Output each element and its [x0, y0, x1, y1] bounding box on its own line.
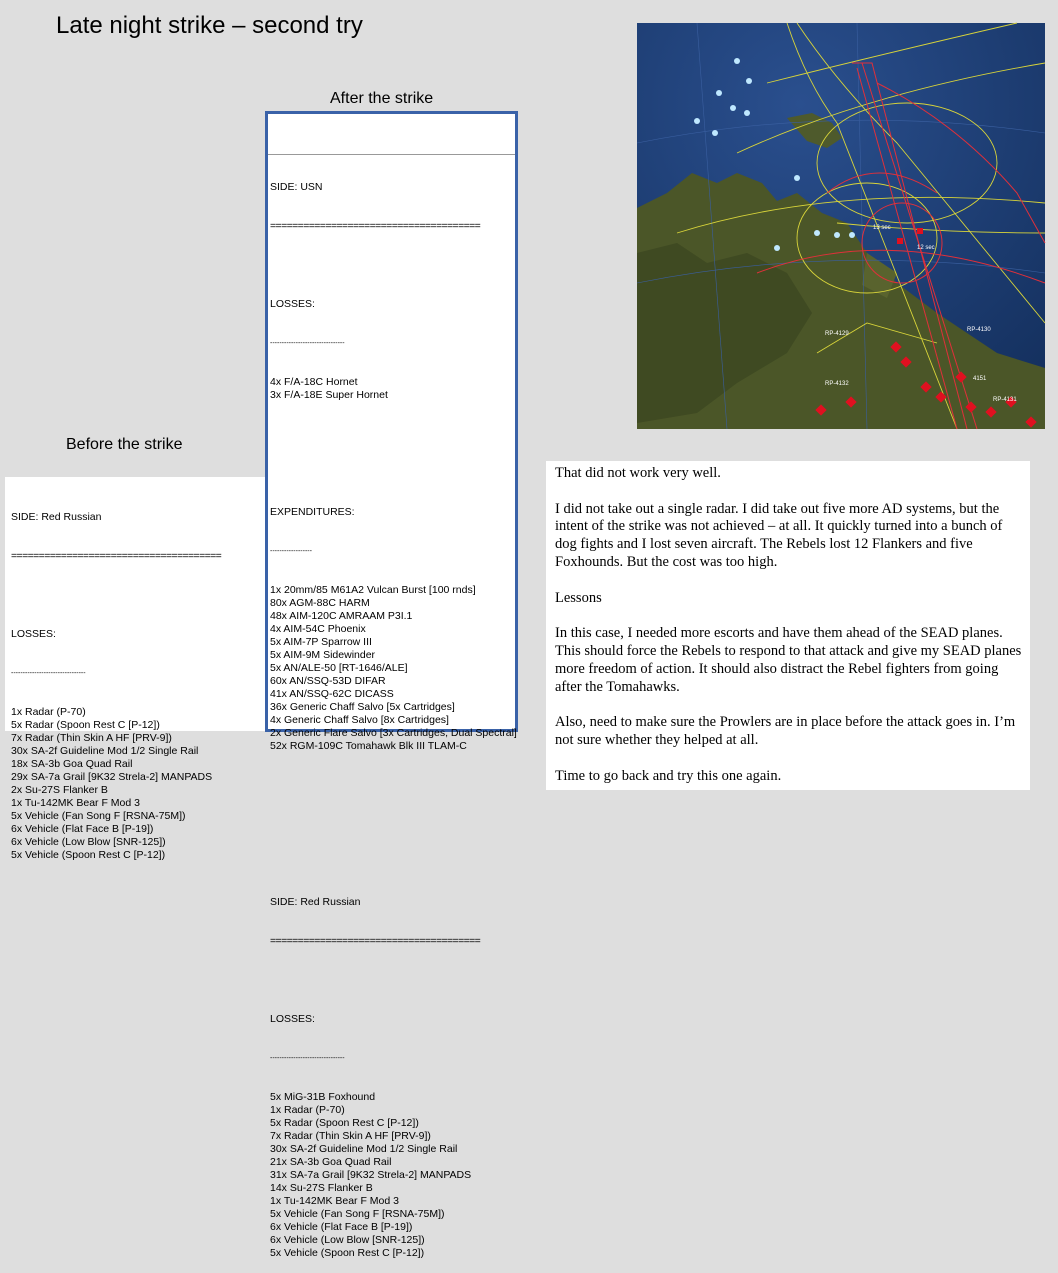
usn-expenditure-list — [270, 584, 515, 753]
after-strike-log[interactable] — [265, 111, 518, 1259]
log-dash: -------------------------------- — [11, 670, 86, 677]
usn-exp-dash: ------------------ — [270, 548, 312, 555]
red-losses-header: LOSSES: — [270, 1013, 315, 1025]
tactical-map[interactable] — [637, 23, 1045, 429]
expenditure-entry: 60x AN/SSQ-53D DIFAR — [270, 675, 386, 687]
note-paragraph: Also, need to make sure the Prowlers are in place before the attack goes in. I’m not sure whether they helped at all. — [555, 714, 1016, 748]
before-strike-caption: Before the strike — [66, 436, 183, 453]
loss-entry: 3x F/A-18E Super Hornet — [270, 389, 388, 401]
expenditure-entry: 5x AIM-7P Sparrow III — [270, 636, 372, 648]
usn-separator: ====================================== — [270, 220, 481, 232]
map-label: RP-4131 — [993, 397, 1017, 403]
map-label: RP-4130 — [967, 327, 991, 333]
loss-entry: 5x Vehicle (Fan Song F [RSNA-75M]) — [270, 1208, 445, 1220]
loss-entry: 31x SA-7a Grail [9K32 Strela-2] MANPADS — [270, 1169, 472, 1181]
expenditure-entry: 48x AIM-120C AMRAAM P3I.1 — [270, 610, 413, 622]
expenditure-entry: 36x Generic Chaff Salvo [5x Cartridges] — [270, 701, 455, 713]
usn-expenditures-header: EXPENDITURES: — [270, 506, 355, 518]
loss-entry: 29x SA-7a Grail [9K32 Strela-2] MANPADS — [11, 771, 213, 783]
before-strike-log — [5, 477, 267, 861]
note-paragraph: I did not take out a single radar. I did take out five more AD systems, but the intent of the strike was not achieved – at all. It quickly turned into a bunch of dog fights and I lost seven aircraft. The Rebels lost 12 Flankers and five Foxhounds. But the cost was too high. — [555, 500, 1003, 570]
loss-entry: 5x Vehicle (Spoon Rest C [P-12]) — [270, 1247, 425, 1259]
red-side: SIDE: Red Russian — [270, 896, 361, 908]
loss-entry: 2x Su-27S Flanker B — [11, 784, 108, 796]
note-paragraph: Lessons — [555, 589, 602, 606]
log-side: SIDE: Red Russian — [11, 511, 102, 523]
loss-entry: 6x Vehicle (Flat Face B [P-19]) — [11, 823, 154, 835]
loss-entry: 5x Radar (Spoon Rest C [P-12]) — [11, 719, 160, 731]
loss-entry: 30x SA-2f Guideline Mod 1/2 Single Rail — [11, 745, 199, 757]
usn-loss-list — [270, 376, 515, 402]
map-label: RP-4132 — [825, 381, 849, 387]
expenditure-entry: 5x AIM-9M Sidewinder — [270, 649, 376, 661]
usn-losses-header: LOSSES: — [270, 298, 315, 310]
map-label: 13 sec — [873, 225, 891, 231]
before-loss-list — [11, 706, 267, 862]
red-dash: -------------------------------- — [270, 1055, 345, 1062]
note-paragraph: In this case, I needed more escorts and have them ahead of the SEAD planes. This should force the Rebels to respond to that attack and give my SEAD planes more freedom of action. It should also distract the Rebel fighters from going after the Tomahawks. — [555, 625, 1022, 695]
map-label: 12 sec — [917, 245, 935, 251]
map-canvas — [637, 23, 1045, 429]
loss-entry: 1x Tu-142MK Bear F Mod 3 — [270, 1195, 399, 1207]
expenditure-entry: 4x AIM-54C Phoenix — [270, 623, 366, 635]
loss-entry: 18x SA-3b Goa Quad Rail — [11, 758, 133, 770]
loss-entry: 7x Radar (Thin Skin A HF [PRV-9]) — [270, 1130, 431, 1142]
after-strike-caption: After the strike — [330, 90, 434, 107]
red-separator: ====================================== — [270, 935, 481, 947]
expenditure-entry: 5x AN/ALE-50 [RT-1646/ALE] — [270, 662, 408, 674]
log-separator: ====================================== — [11, 550, 222, 562]
notes-textbox — [546, 461, 1030, 790]
usn-dash: -------------------------------- — [270, 340, 345, 347]
log-toolbar — [268, 140, 515, 155]
loss-entry: 6x Vehicle (Low Blow [SNR-125]) — [11, 836, 166, 848]
log-losses-header: LOSSES: — [11, 628, 56, 640]
expenditure-entry: 2x Generic Flare Salvo [3x Cartridges, Dual Spectral] — [270, 727, 517, 739]
note-paragraph: That did not work very well. — [555, 465, 721, 481]
map-label: 4151 — [973, 376, 987, 382]
loss-entry: 1x Tu-142MK Bear F Mod 3 — [11, 797, 140, 809]
expenditure-entry: 41x AN/SSQ-62C DICASS — [270, 688, 394, 700]
loss-entry: 5x MiG-31B Foxhound — [270, 1091, 376, 1103]
red-loss-list — [270, 1091, 515, 1260]
expenditure-entry: 1x 20mm/85 M61A2 Vulcan Burst [100 rnds] — [270, 584, 476, 596]
map-label: RP-4129 — [825, 331, 849, 337]
slide-title: Late night strike – second try — [56, 12, 363, 39]
loss-entry: 5x Radar (Spoon Rest C [P-12]) — [270, 1117, 419, 1129]
loss-entry: 14x Su-27S Flanker B — [270, 1182, 373, 1194]
note-paragraph: Time to go back and try this one again. — [555, 767, 782, 784]
expenditure-entry: 52x RGM-109C Tomahawk Blk III TLAM-C — [270, 740, 467, 752]
loss-entry: 6x Vehicle (Low Blow [SNR-125]) — [270, 1234, 425, 1246]
loss-entry: 7x Radar (Thin Skin A HF [PRV-9]) — [11, 732, 172, 744]
loss-entry: 5x Vehicle (Spoon Rest C [P-12]) — [11, 849, 166, 861]
expenditure-entry: 4x Generic Chaff Salvo [8x Cartridges] — [270, 714, 449, 726]
loss-entry: 30x SA-2f Guideline Mod 1/2 Single Rail — [270, 1143, 458, 1155]
loss-entry: 1x Radar (P-70) — [270, 1104, 345, 1116]
loss-entry: 4x F/A-18C Hornet — [270, 376, 358, 388]
expenditure-entry: 80x AGM-88C HARM — [270, 597, 370, 609]
loss-entry: 5x Vehicle (Fan Song F [RSNA-75M]) — [11, 810, 186, 822]
loss-entry: 1x Radar (P-70) — [11, 706, 86, 718]
usn-side: SIDE: USN — [270, 181, 323, 193]
loss-entry: 21x SA-3b Goa Quad Rail — [270, 1156, 392, 1168]
loss-entry: 6x Vehicle (Flat Face B [P-19]) — [270, 1221, 413, 1233]
